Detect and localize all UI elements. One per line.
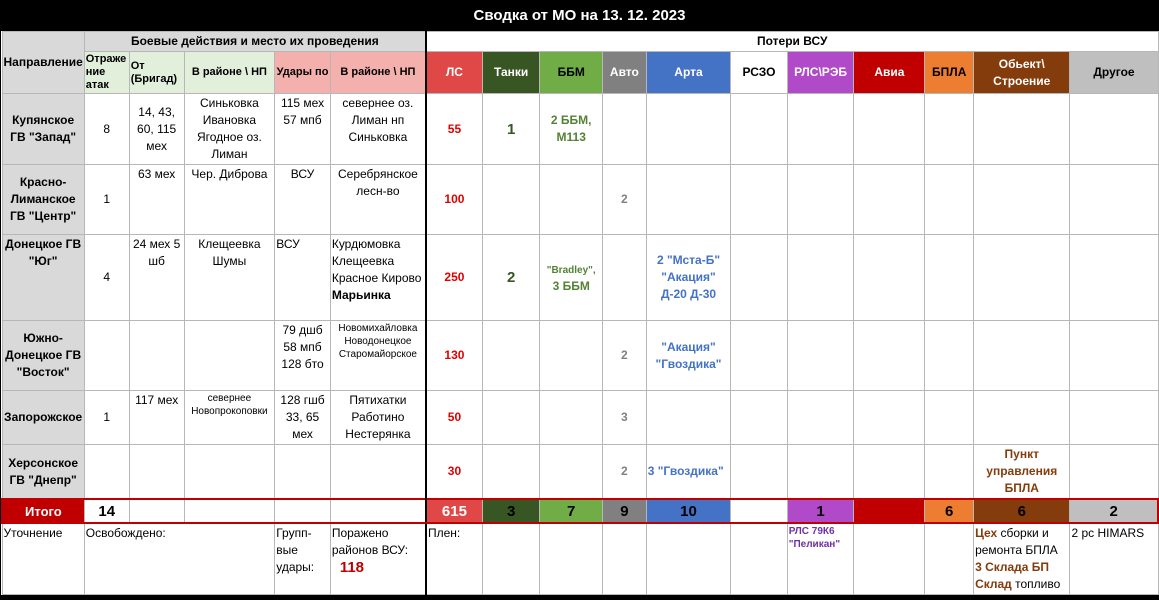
districts-hit-label: Поражено районов ВСУ: [331,526,409,557]
loss-header-auto: Авто [603,52,647,94]
loss-header-tanks: Танки [482,52,539,94]
total-other: 2 [1070,499,1158,523]
ls-cell: 55 [426,94,482,165]
total-ls: 615 [426,499,482,523]
area-cell: Чер. Диброва [184,165,275,235]
strike-area-cell: Новомихайловка Новодонецкое Старомайорское [330,321,426,391]
direction-cell: Донецкое ГВ "Юг" [2,235,84,321]
arta-cell: 3 "Гвоздика" [646,445,731,500]
ls-cell: 250 [426,235,482,321]
ls-cell: 130 [426,321,482,391]
direction-cell: Красно-Лиманское ГВ "Центр" [2,165,84,235]
direction-cell: Херсонское ГВ "Днепр" [2,445,84,500]
from-cell: 63 мех [129,165,184,235]
strike-area-text: Курдюмовка Клещеевка Красное Кирово [331,237,422,285]
auto-cell: 2 [603,321,647,391]
from-header: От (Бригад) [129,52,184,94]
total-bpla: 6 [925,499,974,523]
strikes-cell: 128 гшб 33, 65 мех [275,391,331,445]
strikes-cell: 79 дшб 58 мпб 128 бто [275,321,331,391]
object-note-3: топливо [1011,577,1061,591]
group-strikes-cell: Групп-вые удары: [275,523,331,595]
object-note-cell [974,523,1070,595]
rls-note-cell: РЛС 79К6 "Пеликан" [787,523,854,595]
direction-header: Направление [2,32,84,94]
bbm-small-text: "Bradley", [546,264,596,276]
total-label: Итого [2,499,84,523]
districts-hit-value: 118 [339,559,365,576]
from-cell: 14, 43, 60, 115 мех [129,94,184,165]
arta-cell: 2 "Мста-Б" "Акация" Д-20 Д-30 [646,235,731,321]
direction-cell: Купянское ГВ "Запад" [2,94,84,165]
total-rls: 1 [787,499,854,523]
losses-group-header: Потери ВСУ [426,32,1158,52]
loss-header-avia: Авиа [854,52,925,94]
tanks-cell: 1 [482,94,539,165]
loss-header-rls: РЛС\РЭБ [787,52,854,94]
object-cell: Пункт управления БПЛА [974,445,1070,500]
direction-cell: Южно-Донецкое ГВ "Восток" [2,321,84,391]
area-cell: Клещеевка Шумы [184,235,275,321]
strikes-cell: ВСУ [275,165,331,235]
other-note-cell: 2 рс HIMARS [1070,523,1158,595]
total-arta: 10 [646,499,731,523]
repelled-cell: 4 [84,235,129,321]
loss-header-arta: Арта [646,52,731,94]
repelled-header: Отраже ние атак [84,52,129,94]
total-object: 6 [974,499,1070,523]
area-header: В районе \ НП [184,52,275,94]
from-cell: 117 мех [129,391,184,445]
table-row [2,391,1158,445]
total-avia [854,499,925,523]
bbm-cell: 2 ББМ, М113 [540,94,603,165]
auto-cell: 3 [603,391,647,445]
combat-group-header: Боевые действия и место их проведения [84,32,426,52]
ls-cell: 30 [426,445,482,500]
loss-header-bpla: БПЛА [925,52,974,94]
object-note-1: сборки и ремонта БПЛА [975,526,1058,557]
area-cell: севернее Новопрокоповки [184,391,275,445]
clarification-cell: Уточнение [2,523,84,595]
total-bbm: 7 [540,499,603,523]
strikes-cell: 115 мех 57 мпб [275,94,331,165]
table-row [2,235,1158,321]
loss-header-rszo: РСЗО [731,52,787,94]
loss-header-object: Обьект\ Строение [974,52,1070,94]
direction-cell: Запорожское [2,391,84,445]
districts-hit-cell [330,523,426,595]
total-row [2,499,1158,523]
strike-area-bold: Марьинка [331,288,391,302]
total-tanks: 3 [482,499,539,523]
loss-header-other: Другое [1070,52,1158,94]
table-row [2,94,1158,165]
repelled-cell: 1 [84,391,129,445]
summary-table [1,31,1159,595]
strike-area-cell: Серебрянское лесн-во [330,165,426,235]
total-auto: 9 [603,499,647,523]
strikes-cell: ВСУ [275,235,331,321]
strike-area-cell: севернее оз. Лиман нп Синьковка [330,94,426,165]
loss-header-ls: ЛС [426,52,482,94]
strike-area-cell [330,235,426,321]
liberated-cell: Освобождено: [84,523,274,595]
strikes-header: Удары по [275,52,331,94]
page-title: Сводка от МО на 13. 12. 2023 [0,0,1159,31]
object-note-3-bold: Склад [975,577,1012,591]
tanks-cell: 2 [482,235,539,321]
repelled-cell: 1 [84,165,129,235]
total-rszo [731,499,787,523]
ls-cell: 100 [426,165,482,235]
loss-header-bbm: ББМ [540,52,603,94]
auto-cell: 2 [603,165,647,235]
ls-cell: 50 [426,391,482,445]
table-row [2,165,1158,235]
total-repelled: 14 [84,499,129,523]
from-cell: 24 мех 5 шб [129,235,184,321]
footer-row [2,523,1158,595]
bbm-text: 3 ББМ [552,278,590,293]
arta-cell: "Акация" "Гвоздика" [646,321,731,391]
object-note-1-bold: Цех [975,526,998,540]
table-row [2,445,1158,500]
strike-area-header: В районе \ НП [330,52,426,94]
auto-cell: 2 [603,445,647,500]
repelled-cell: 8 [84,94,129,165]
table-row [2,321,1158,391]
captured-cell: Плен: [426,523,482,595]
bbm-cell [540,235,603,321]
object-note-2: 3 Склада БП [975,560,1050,574]
strike-area-cell: Пятихатки Работино Нестерянка [330,391,426,445]
area-cell: Синьковка Ивановка Ягодное оз. Лиман [184,94,275,165]
